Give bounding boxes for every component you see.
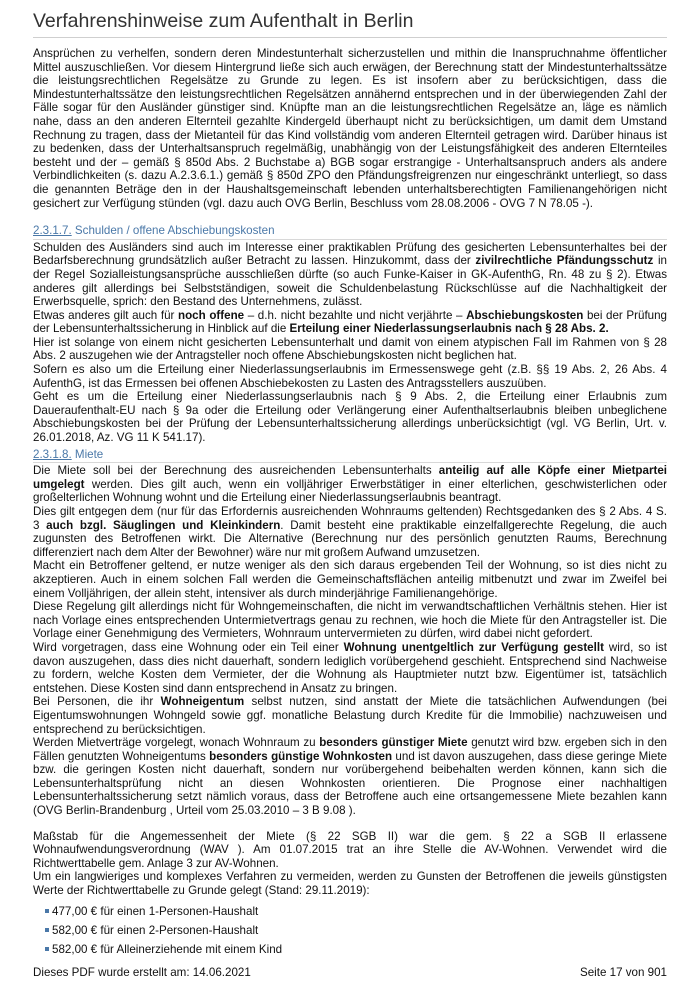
text-run: wird, so ist davon auszugehen, dass dies nicht dauerhaft, sondern lediglich vorübergehend geschieht. Entsprechend sind Nachweise zu fordern, welche Kosten dem Vermieter, der die Wohnung als Hauptmieter nutzt bzw. Eigentümer ist, tatsächlich entstehen. Diese Kosten sind dann entsprechend in Ansatz zu bringen. [33,640,667,695]
section-body-miete-standard [33,830,667,898]
bold-text: Wohneigentum [160,695,245,709]
text-run: Sofern es also um die Erteilung einer Niederlassungserlaubnis im Ermessenswege geht (z.B. §§ 19 Abs. 2, 26 Abs. 4 AufenthG, ist das Ermessen bei offenen Abschiebekosten zu Lasten des Antragsstellers auszuüben. [33,363,667,390]
text-run: Um ein langwieriges und komplexes Verfahren zu vermeiden, werden zu Gunsten der Betroffenen die jeweils günstigsten Werte der Richtwerttabelle zu Grunde gelegt (Stand: 29.11.2019): [33,870,667,898]
text-run: werden. Dies gilt auch, wenn ein volljähriger Erwerbstätiger in einer elterlichen, geschwisterlichen oder großelterlichen Wohnung wohnt und die Erteilung einer Niederlassungserlaubnis beantragt. [33,477,667,505]
text-run: selbst nutzen, sind anstatt der Miete die tatsächlichen Aufwendungen (bei Eigentumswohnungen Wohngeld sowie ggf. monatliche Belastung durch Kredite für die Immobilie) nachzuweisen und entsprechend zu berücksichtigen. [33,695,667,736]
section-heading-miete[interactable] [33,448,667,464]
text-run: in der Regel Sozialleistungsansprüche ausschließen dürfte (so auch Funke-Kaiser in GK-AufenthG, Rn. 48 zu § 2). Etwas anderes gilt allerdings bei Selbstständigen, soweit die Schuldenbelastung Rückschlüsse auf die Nachhaltigkeit der Erwerbsquelle, sprich: den Bestand des Unternehmens, zulässt. [33,254,667,309]
paragraph [33,336,667,363]
bold-text: besonders günstiger Miete [319,736,468,750]
paragraph [33,47,667,210]
text-run: – d.h. nicht bezahlte und nicht verjährte – [244,308,467,322]
bold-text: besonders günstige Wohnkosten [209,749,393,763]
paragraph [33,505,667,559]
list-item [45,921,667,940]
paragraph [33,390,667,444]
text-run: Wird vorgetragen, dass eine Wohnung oder ein Teil einer [33,640,344,654]
list-item [45,940,667,959]
paragraph [33,241,667,309]
text-run: bei der Prüfung der Lebensunterhaltssicherung in Hinblick auf die [33,308,668,336]
text-run: Macht ein Betroffener geltend, er nutze weniger als den sich daraus ergebenden Teil der Wohnung, so ist dies nicht zu akzeptieren. Auch in einem solchen Fall werden die Gemeinschaftsflächen anteilig mitbenutzt und zwar im Zweifel bei einem Volljährigen, der allein steht, intensiver als durch minderjährige Familienangehörige. [33,559,667,600]
bullet-square-icon [45,909,49,913]
text-run: Etwas anderes gilt auch für [33,308,179,322]
page-footer [33,966,667,979]
list-item-text: 582,00 € für Alleinerziehende mit einem Kind [52,942,283,956]
list-item-text: 477,00 € für einen 1-Personen-Haushalt [52,904,259,918]
section-title[interactable]: Schulden / offene Abschiebungskosten [71,224,275,238]
text-run: Bei Personen, die ihr [33,695,161,709]
bold-text: anteilig auf alle Köpfe einer Mietpartei umgelegt [33,464,668,491]
section-number[interactable]: 2.3.1.7. [33,224,72,238]
text-run: Ansprüchen zu verhelfen, sondern deren Mindestunterhalt sicherzustellen und mithin die Inanspruchnahme öffentlicher Mittel auszuschließen. Vor diesem Hintergrund ließe sich auch erwägen, der Berechnung statt der Mindestunterhaltssätze die leistungsrechtlichen Regelsätze zu Grunde zu legen. Es ist insofern aber zu berücksichtigen, dass die Mindestunterhaltssätze den leistungsrechtlichen Regelsätzen annähernd entsprechen und in der überwiegenden Zahl der Fälle sogar für den Ausländer günstiger sind. Knüpfte man an die leistungsrechtlichen Regelsätze an, läge es nämlich nahe, dass an den anderen Elternteil gezahlte Kindergeld überhaupt nicht zu berücksichtigen, um damit dem Umstand Rechnung zu tragen, dass der Mietanteil für das Kind vollständig vom anderen Elternteil getragen wird. Darüber hinaus ist zu bedenken, dass der Unterhaltsanspruch regelmäßig, unabhängig von der Leistungsfähigkeit des anderen Elternteiles besteht und der – gemäß § 850d Abs. 2 Buchstabe a) BGB sogar erstrangige - Unterhaltsanspruch anders als andere Verbindlichkeiten (s. dazu A.2.3.6.1.) gemäß § 850d ZPO den Pfändungsfreigrenzen nur eingeschränkt unterliegt, so dass die genannten Beträge den in der Haushaltsgemeinschaft lebenden unterhaltsberechtigten Familienangehörigen nicht gesichert zur Verfügung stünden (vgl. dazu auch OVG Berlin, Beschluss vom 28.08.2006 - OVG 7 N 78.05 -). [33,47,667,210]
paragraph [33,309,667,336]
paragraph [33,736,667,818]
paragraph [33,695,667,736]
paragraph [33,600,667,641]
text-run: Dies gilt entgegen dem (nur für das Erfordernis ausreichenden Wohnraums geltenden) Rechtsgedanken des § 2 Abs. 4 S. 3 [33,505,667,532]
bullet-square-icon [45,947,49,951]
list-item [45,902,667,921]
section-body-schulden [33,241,667,445]
text-run: Werden Mietverträge vorgelegt, wonach Wohnraum zu [33,736,320,750]
paragraph [33,830,667,871]
section-heading-schulden[interactable] [33,224,667,240]
text-run: Schulden des Ausländers sind auch im Interesse einer praktikablen Prüfung des gesicherten Lebensunterhaltes bei der Bedarfsberechnung grundsätzlich außer Betracht zu lassen. Hinzukommt, dass der [33,240,667,268]
bold-text: zivilrechtliche Pfändungsschutz [475,254,654,268]
bold-text: Wohnung unentgeltlich zur Verfügung gestellt [343,640,604,654]
paragraph [33,464,667,505]
bold-text: Erteilung einer Niederlassungserlaubnis nach § 28 Abs. 2. [289,322,609,336]
page-title: Verfahrenshinweise zum Aufenthalt in Berlin [33,10,667,38]
section-body-miete [33,464,667,817]
paragraph [33,870,667,897]
text-run: Diese Regelung gilt allerdings nicht für Wohngemeinschaften, die nicht im verwandtschaftlichen Verhältnis stehen. Hier ist nach Vorlage eines entsprechenden Untermietvertrags genau zu rechnen, wie hoch die Miete für den Antragsteller ist. Die Vorlage einer Genehmigung des Vermieters, Wohnraum untervermieten zu dürfen, wird dabei nicht gefordert. [33,600,667,641]
paragraph [33,363,667,390]
bullet-square-icon [45,928,49,932]
text-run: Hier ist solange von einem nicht gesicherten Lebensunterhalt und damit von einem atypischen Fall im Rahmen von § 28 Abs. 2 auszugehen wie der Antragsteller noch offene Abschiebungskosten nicht beglichen hat. [33,335,667,363]
rent-values-list [33,902,667,959]
document-page [33,10,667,959]
text-run: Maßstab für die Angemessenheit der Miete (§ 22 SGB II) war die gem. § 22 a SGB II erlassene Wohnaufwendungsverordnung (WAV ). Am 01.07.2015 trat an ihre Stelle die AV-Wohnen. Verwendet wird die Richtwerttabelle gem. Anlage 3 zur AV-Wohnen. [33,829,667,870]
footer-created-date: Dieses PDF wurde erstellt am: 14.06.2021 [33,966,251,979]
section-title[interactable]: Miete [71,447,104,461]
bold-text: auch bzgl. Säuglingen und Kleinkindern [46,518,281,532]
text-run: Die Miete soll bei der Berechnung des ausreichenden Lebensunterhalts [33,464,439,478]
bold-text: noch offene [178,308,245,322]
text-run: . Damit besteht eine praktikable einzelfallgerechte Regelung, die auch zugunsten des Betroffenen wirkt. Die Alternative (Berechnung nur des persönlich genutzten Raums, Berechnung differenziert nach dem Alter der Bewohner) wäre nur mit großem Aufwand umzusetzen. [33,518,667,559]
text-run: und ist davon auszugehen, dass diese geringe Miete bzw. die geringen Kosten nicht dauerhaft, sondern nur vorübergehend beibehalten werden können, kann sich die Lebensunterhaltsprüfung nicht an diesen Wohnkosten orientieren. Die Prognose einer nachhaltigen Lebensunterhaltssicherung setzt nämlich voraus, dass der Betroffene auch eine ortsangemessene Miete bezahlen kann (OVG Berlin-Brandenburg , Urteil vom 25.03.2010 – 3 B 9.08 ). [33,749,667,818]
paragraph [33,641,667,695]
section-number[interactable]: 2.3.1.8. [33,447,72,461]
bold-text: Abschiebungskosten [466,308,584,322]
text-run: Geht es um die Erteilung einer Niederlassungserlaubnis nach § 9 Abs. 2, die Erteilung einer Erlaubnis zum Daueraufenthalt-EU nach § 9a oder die Erteilung oder Verlängerung einer Aufenthaltserlaubnis bleiben unbeglichene Abschiebungskosten bei der Prüfung der Lebensunterhaltssicherung allerdings unberücksichtigt (vgl. VG Berlin, Urt. v. 26.01.2018, Az. VG 11 K 541.17). [33,390,667,445]
list-item-text: 582,00 € für einen 2-Personen-Haushalt [52,923,259,937]
text-run: genutzt wird bzw. ergeben sich in den Fällen genutzten Wohneigentums [33,736,667,763]
intro-text [33,47,667,210]
paragraph [33,559,667,600]
footer-page-number: Seite 17 von 901 [579,966,667,979]
